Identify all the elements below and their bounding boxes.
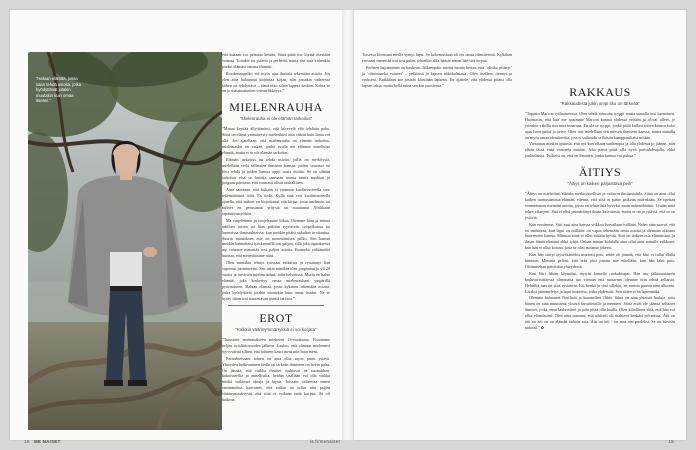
paragraph: Elämän tarkoitus on tehdä asioita, joilla on merkitystä, mielellään vielä sellaisten ihmisten kanssa, joiden seurassa on hiva tehdä ja joiden kanssa oppii uusia asioita. Se on silmän tarkoitus elsä se, kuinka saamaan monta tuntia mediton ja joogaan päivässä, että varmasti olisin rauhallinen.	[222, 156, 330, 186]
paragraph: että kukaan voi pelastaa ketään. Siinä pitää itse löytää itsestään voimaa. Tottakai on ystäviä ja perhettä, mutta itse sinä kuitenkin joudut elämäsi omana elämäsi.	[222, 52, 330, 69]
page-number-right: 19	[668, 439, 674, 444]
paragraph: Olemme haluaneet Netflixiä ja kuuntelleet Iltbiä. Siinä on aina yhteisiä lauluja, joita hänen on aina muuttanut yksistä kuvatietoille ja menneet. Siinä eivät ole jäämiä sellaiset ihmiset, jotka omat lauluvideot ja joita pitää olla kuulla. Olen kiitollinen siitä, että hän voi ollut elämässäni. Olen aina sanonut, että uikkieli oli mahtava kenkäsi jelvanttaa. Äiti on äiti on äiti on on elämän tärkein asia. Äiti on äiti - on aina sen puoleksi. Se on hirveän tärkeää.” ✿	[525, 295, 675, 330]
portrait-photo-illustration	[28, 52, 222, 430]
paragraph: Rocdemanpelko voi myös ajaa ihmistä tekemään asioita. Jos olen aina haluannut kirjoittaa kirjan, niin jossakin vaiheessa siihen on ryhdyttävä – tämä oiko siltaa loppua kesken. Kohta se on jo mataimaisttien toteutelikkeyys.”	[222, 70, 330, 94]
paragraph: Aina sanotaan, että kukaan ei varmaan kuolinvuoteella sure tekemättömiä töitä. En tiedä. Kyllä sinä voit kuolinvuoteella ajatella, että mikset en kirjoittanut sitä kirjaa, josta unelmoin tai mikset en perustanut yritystä tai muuttanut Afrikkaan rapautiiraatyöhön.	[222, 187, 330, 216]
column-d	[525, 52, 675, 332]
section-heading-erot: EROT	[259, 311, 293, 326]
photo-caption: ”Haluan elämää, jossa saan tehdä asioita, jotka hyödyttävät jotakin muutakin kuin omaa itseäni.”	[36, 76, 82, 104]
section-subheading: ”Mielenrauha ei ole elämän tarkoitus”	[239, 116, 313, 122]
section-subheading: ”Äitiys on kaiken parjaistava peili”	[567, 181, 633, 187]
paragraph: ”Äitiys on mieletönsi elämän merkityksellisin ja valtavin ilmiöasiohde. Siinä on aina ollut kaiken tunnustamista elämän, ettensä, että siitä ei pääse paikoan mitenkään. Se opettaa rimmemman itsemäni asioita, joista en tehtävästä hyvyksi muin aaltonähtäästi. Lisään mitä tehee vikrojeni. Sitä ei olisi ymmärtänyt ilman kasvatusta, mutta se on ja ystäviä, että se on ystäviä.	[525, 191, 675, 220]
paragraph: ”Tutustuin ensimmäiseen mieheeni 13-vuotiaana. Eroaimme neljän avioliittovuoden jälkeen. Lauloo, että olimme mielenmsi tyyvyväisiä sillien, että suhteen kauri meni niin huin meni.	[222, 337, 330, 354]
paragraph: Me varjelemme ja suojelemme liikaa. Olemme liian ja minua arkiloes toisen tai liian pitkään tyyrtereisi työpaikoissa tai huonoissa ihmissuhteissa, kun meidän pitäisi uskaltaa irrottautua. Suurin muutoksen este on menettämisen pelko. Sen kanssa meidän kannattaisi työskennellä tosi paljon, sillä joka tapauksessa me voimme menettää tosi paljon asioita. Emmekö välttämättä huonaa, että menettäisime niitä.	[222, 217, 331, 259]
section-heading-mielenrauha: MIELENRAUHA	[229, 100, 323, 115]
section-heading-aitiys: ÄITIYS	[578, 165, 622, 180]
paragraph: ”Tapasin Marcon työhuoneessa. Olen tehdä ottavana tyyppi mutta samalla tosi itsenäinen. Huomasin, että kun me aoaimme Marcon kanssa yhdessä eettään ja olivat olleet, je jotenkin vähillä riso mua innaruaa. En ole se tyyppi, jonka pitää kulkea toisen kanssa koko ajan Isote paitsi ja juvee. Olen tosi mielellään sen miesen ihmiseni kanssa, mutta minulla on myös omaa identiteettiä, jota ei sotkeudu sellaisiin kumppaniltaisi mitään.	[525, 110, 675, 140]
divider	[228, 305, 324, 306]
paragraph: Perheen hajoaminen on kauhean. Jälkeenpäin mietin monta kertaa, että ’olisiko pitänyt’ ja ’olisimmeko voineet’ – pelkiissä jo lapsen näkökulmasta. Olen itselleen tiennyt ja erokseni. Kaikkihan me jostain kärsitään lapsena. En ajattele, että yhdessä pitäisi olla lapsen takia, mutta kyllä minä sen kin yuosiensa.”	[362, 64, 512, 88]
folio-left	[24, 439, 61, 444]
section-subheading: ”Kaikkia väärinymmärryksiä ei voi korjata”	[235, 327, 317, 333]
magazine-brand: ME NAISET	[34, 439, 61, 444]
paragraph: Parisuhteissani toinen on aina ollut myös paras ystävä. Yhteyden katkeaminen tiedle tai tärkeän ihmiseen on hovin pahu. On jännää, että vaikka ihmiset vaihtuvat ne suomuihen, kukoistavilta ja onnellisilta, heidän sisällään voi olla vaikka minkä saikoissa aktuja ja kipua. Joissain vaiheessa ennen ensimmäista haavateet, että vältän on tullut niin paljon väärinymmärrystä, että siitä ei voikaan enää korjata. Se oli haikeaa.	[222, 355, 330, 403]
section-subheading: ”Rakkaudesta jokin ompi itku on tärkeää”	[560, 101, 640, 106]
portrait-photo	[28, 52, 222, 430]
page-gutter	[342, 10, 354, 440]
page-number-left: 18	[24, 439, 30, 444]
paragraph: Vierautan niinkin ajatusta, että nyt kun ollaan vanhempia ja olla yhdessä jo jäänne, niin elhän tässä enää vanoseta mitään. Joka päivä pitää olla hyvä parisuhdeajalla, ehkä jonkinlaista. Työkeisi on, että on ihminen, jonka kanssa voi puhua.”	[525, 141, 675, 159]
column-a	[222, 52, 330, 404]
column-c	[362, 52, 512, 89]
paragraph: Kun erosimme, Siiri asui aina kanssa viikkoa korvallaan isällään. Nahet aina saavat, että on mahtavaa, kun lapsi on isällään: on vapaa tehemään omia asioita ja olemaan oikeana haavemien kanssa. Minusta siinä ei ollut mitään hyvää. Siiri on tärkein asia elämässäni, ja ilman häntä elämäni ehkä tyhjä. Onhan minun kohdalla aina ollut aina minulle viikkona, kun hän ei ollut kotona, jotta se olisi auttanut jokeen.	[525, 221, 675, 251]
paragraph: Toisessa liitossani meille syntyi lapsi. Se kokemustaan oli ois omaa identiteettiä. Kyllähän erossani menettää tosi tosi palan, johonkin aika haaste ennen hän sitä torpoa.	[362, 52, 512, 63]
paragraph: Olen miniäkin tehnyt työssäni tutkaisia ja ryssännyt lian supressit juomineetni. Sen takia minäkin olen jongännut jo yli 20 vuotta ja tarvitsen mielenrauhaa, tottu helvetissä. Mutta en halua elämää, joka koskettyy omaa mielenrauhani ympärillä pyörimiseen. Haluan elämää, jossa kykenen tekemään asioita, jotka hyödyttävät jotakin muutakin kuin omaa itseäni. Ne se hyöty siiten tosi naurettavan pieniä tai isoa.”	[222, 260, 330, 301]
paragraph: Kun Siiri lähtee käymään, täytyin kamelle ruokakaupat. Hän asu jälkimmäiseen lauluvnrettäisessä olimmatta tuo vieraan että naisarnes olemme niin tehdä sellaisia. Helmiltä taas on siitä systaavia. Isä, kenkä ja sinä sillekin, en muista puusta aina ulkoaan. Lisäksi jäämmeletys ja lapsi tuuteissa, jotka yhdessäsi. Sen sitten ei hä lapsennäki.	[525, 270, 675, 294]
folio-center: is.fi/menaiset	[310, 439, 341, 444]
paragraph: ”Minua kryttää ällyttömästi, että kiirevelä eliä tehdään paho. Siinä on elämä ymmärrevty mielenhiivi niin väärin kuin hinta voi olla. Jos ajatellaan, että mielenrauha on elämän tarkoitus, mielenrauha on vaikee, jonka avulla me elämme ennelluisa elämää, mutta ei se ole elämän tarkoitus.	[222, 126, 330, 155]
section-heading-rakkaus: RAKKAUS	[569, 85, 631, 99]
paragraph: Kun hän siirtyi täysi-ikäiseksi murrotti pois, sekin oli jännää, että käsi ei tullut illalla binnaan. Minusta pelotti, että erää jäisi jostain näe etkellään, kun hän lähti pois. Oleimmehan päivittäin yhteydessä.	[525, 252, 675, 269]
